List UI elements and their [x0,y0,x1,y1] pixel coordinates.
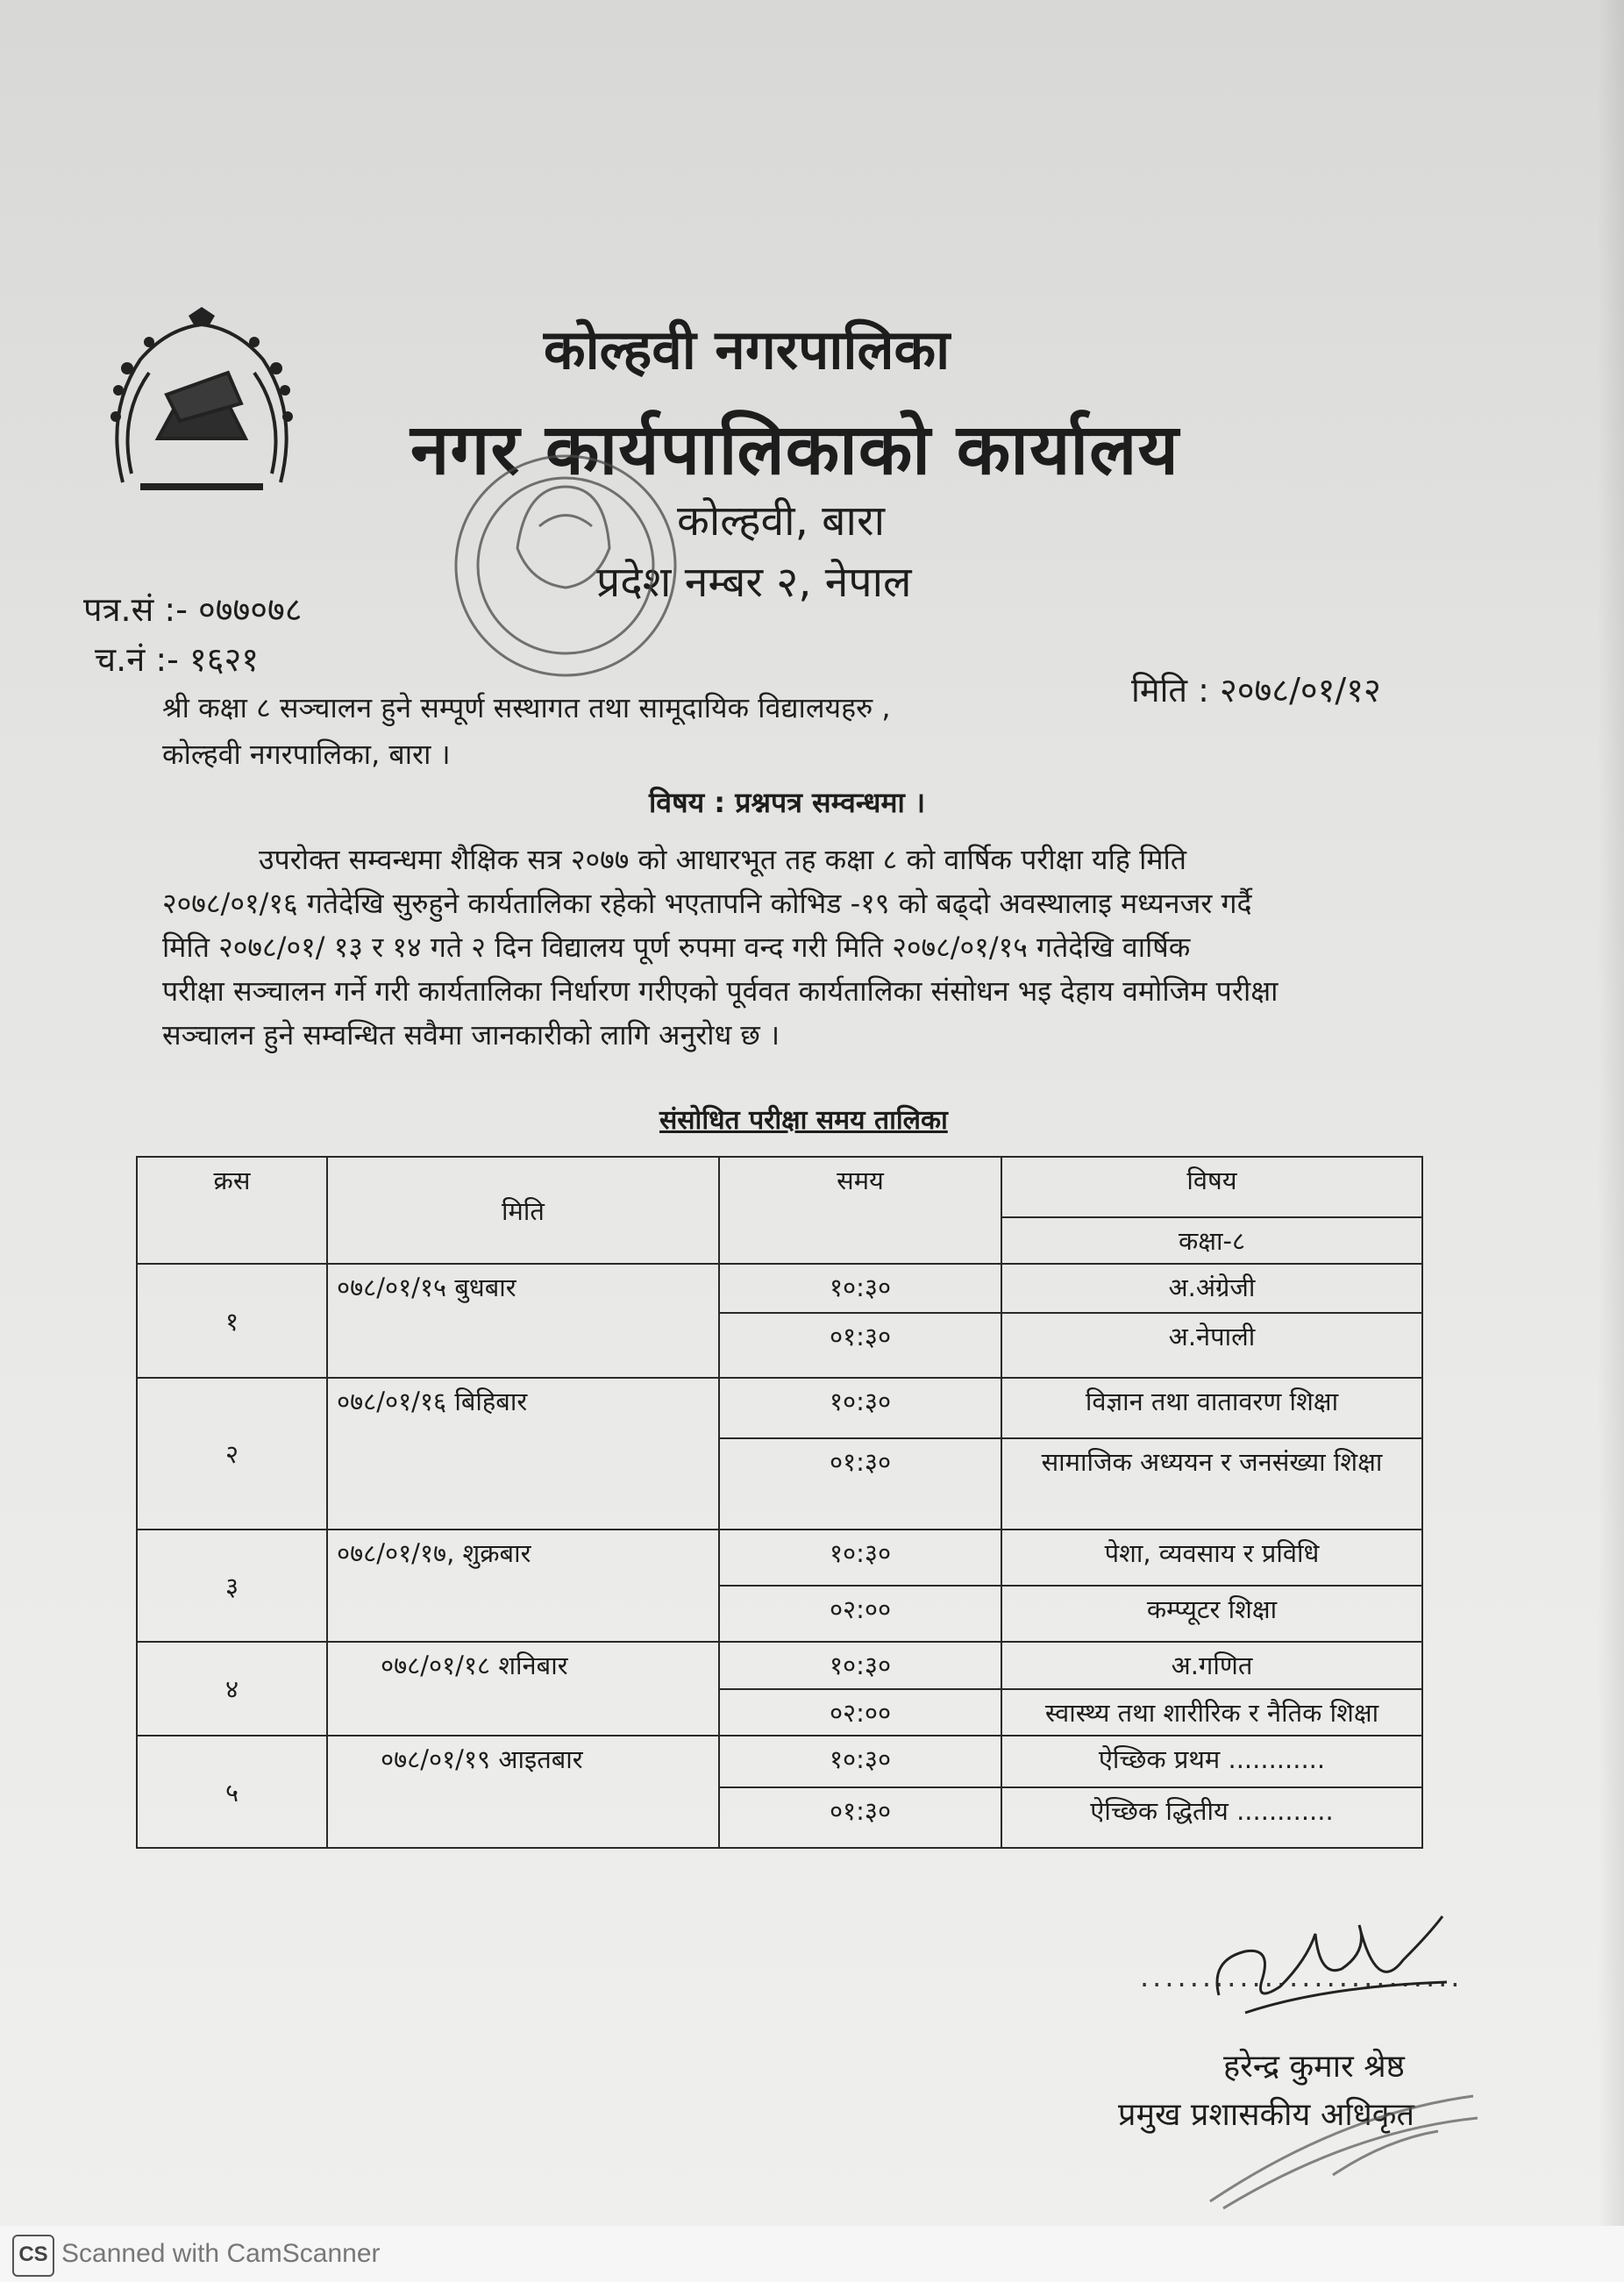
scanner-watermark-text: Scanned with CamScanner [61,2239,381,2268]
addressee-line-1: श्री कक्षा ८ सञ्चालन हुने सम्पूर्ण सस्थागत तथा सामूदायिक विद्यालयहरु , [162,691,891,724]
letter-reference-number: पत्र.सं :- ०७७०७८ [83,590,303,629]
row-subject: स्वास्थ्य तथा शारीरिक र नैतिक शिक्षा [1001,1689,1422,1736]
row-subject: पेशा, व्यवसाय र प्रविधि [1001,1530,1422,1586]
table-row [137,1530,1422,1586]
row-serial: २ [137,1378,327,1530]
row-subject: विज्ञान तथा वातावरण शिक्षा [1001,1378,1422,1438]
row-serial: ३ [137,1530,327,1642]
row-time: १०:३० [719,1530,1001,1586]
row-subject: सामाजिक अध्ययन र जनसंख्या शिक्षा [1001,1438,1422,1530]
signature-dotted-line: .......................... [1140,1960,1464,1993]
row-subject: ऐच्छिक द्धितीय ............ [1001,1787,1422,1848]
office-location: कोल्हवी, बारा [677,496,886,546]
letter-body [162,838,1425,1057]
header-time: समय [719,1157,1001,1264]
body-line: उपरोक्त सम्वन्धमा शैक्षिक सत्र २०७७ को आधारभूत तह कक्षा ८ को वार्षिक परीक्षा यहि मिति [259,843,1187,876]
schedule-title: संसोधित परीक्षा समय तालिका [659,1105,948,1136]
row-time: १०:३० [719,1642,1001,1689]
row-time: ०१:३० [719,1313,1001,1378]
exam-schedule-table [136,1156,1423,1849]
table-header-row [137,1157,1422,1217]
row-subject: अ.नेपाली [1001,1313,1422,1378]
body-line: २०७८/०१/१६ गतेदेखि सुरुहुने कार्यतालिका रहेको भएतापनि कोभिड -१९ को बढ्दो अवस्थालाइ मध्यनजर गर्दै [162,887,1252,920]
header-subject: विषय [1001,1157,1422,1217]
row-subject: अ.गणित [1001,1642,1422,1689]
body-line: परीक्षा सञ्चालन गर्ने गरी कार्यतालिका निर्धारण गरीएको पूर्ववत कार्यतालिका संसोधन भइ देहाय वमोजिम परीक्षा [162,974,1279,1008]
officer-seal-stamp [1193,2079,1482,2210]
row-date: ०७८/०१/१८ शनिबार [327,1642,719,1736]
municipality-name: कोल्हवी नगरपालिका [544,317,951,382]
handwritten-signature [1193,1899,1456,2030]
nepal-emblem-logo [96,307,307,496]
letter-date: मिति : २०७८/०१/१२ [1131,671,1381,710]
signatory-name: हरेन्द्र कुमार श्रेष्ठ [1223,2049,1405,2085]
row-date: ०७८/०१/१६ बिहिबार [327,1378,719,1530]
row-time: ०२:०० [719,1689,1001,1736]
header-serial: क्रस [137,1157,327,1264]
header-date: मिति [327,1157,719,1264]
row-subject: ऐच्छिक प्रथम ............ [1001,1736,1422,1787]
row-serial: १ [137,1264,327,1378]
body-line: मिति २०७८/०१/ १३ र १४ गते २ दिन विद्यालय पूर्ण रुपमा वन्द गरी मिति २०७८/०१/१५ गतेदेखि वार्षिक [162,931,1191,964]
body-line: सञ्चालन हुने सम्वन्धित सवैमा जानकारीको लागि अनुरोध छ । [162,1018,780,1052]
row-subject: अ.अंग्रेजी [1001,1264,1422,1313]
letter-subject: विषय : प्रश्नपत्र सम्वन्धमा । [649,786,926,819]
camscanner-logo: CS [12,2235,54,2277]
row-time: १०:३० [719,1736,1001,1787]
header-class: कक्षा-८ [1001,1217,1422,1264]
row-time: १०:३० [719,1264,1001,1313]
table-row [137,1264,1422,1313]
table-row [137,1378,1422,1438]
office-province: प्रदेश नम्बर २, नेपाल [596,558,912,607]
row-date: ०७८/०१/१७, शुक्रबार [327,1530,719,1642]
addressee-line-2: कोल्हवी नगरपालिका, बारा । [162,738,451,771]
row-time: ०१:३० [719,1787,1001,1848]
row-serial: ५ [137,1736,327,1848]
table-row [137,1642,1422,1689]
signatory-designation: प्रमुख प्रशासकीय अधिकृत [1118,2097,1414,2133]
office-round-stamp [421,434,710,697]
row-serial: ४ [137,1642,327,1736]
row-date: ०७८/०१/१९ आइतबार [327,1736,719,1848]
row-subject: कम्प्यूटर शिक्षा [1001,1586,1422,1642]
letter-dispatch-number: च.नं :- १६२१ [95,640,260,679]
row-time: ०१:३० [719,1438,1001,1530]
table-row [137,1736,1422,1787]
office-name: नगर कार्यपालिकाको कार्यालय [410,409,1179,490]
row-date: ०७८/०१/१५ बुधबार [327,1264,719,1378]
row-time: ०२:०० [719,1586,1001,1642]
row-time: १०:३० [719,1378,1001,1438]
